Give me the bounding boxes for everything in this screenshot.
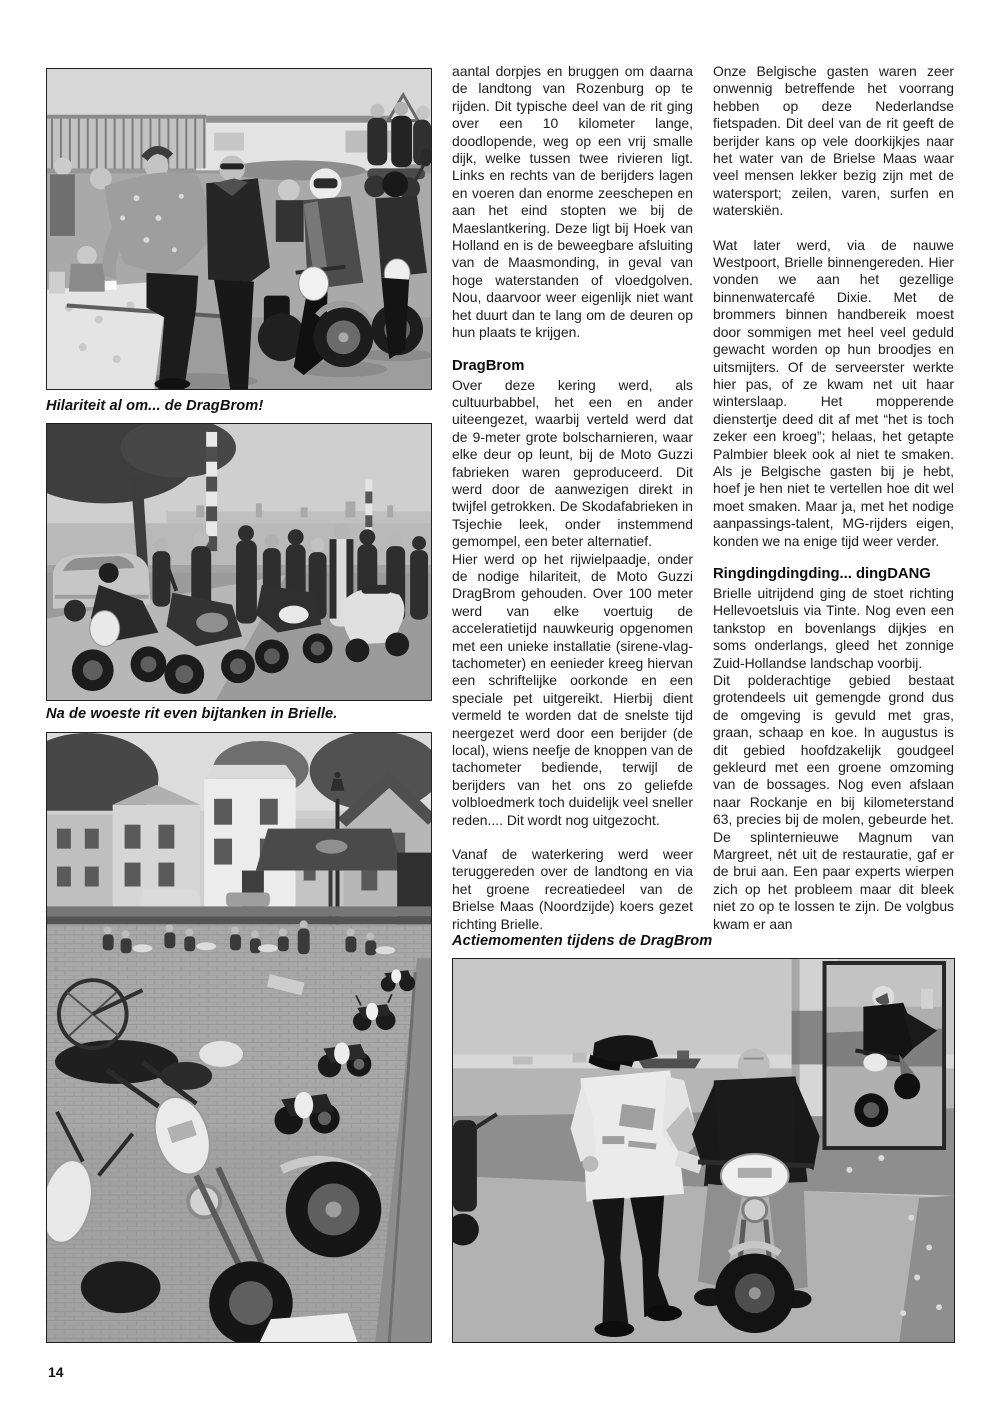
column-right	[713, 63, 954, 933]
photo-registration-illustration	[47, 69, 431, 389]
photo-refuel-stop-scene	[46, 423, 432, 701]
section-heading-ringdingding: Ringdingdingding... dingDANG	[713, 565, 931, 582]
canal	[47, 916, 431, 924]
photo-dragbrom-action-scene	[452, 958, 955, 1343]
body-paragraph: Hier werd op het rijwielpaadje, onder de nodige hilariteit, de Moto Guzzi DragBrom gehouden. Over 100 meter werd van elke voertuig de acceleratietijd nauwkeurig opgenomen met een unieke installatie (sirene-vlag-tachometer) en eenieder kreeg hiervan een schriftelijke oorkonde en een speciale pet uitgereikt. Hierbij dient vermeld te worden dat de snelste tijd neergezet werd door een berijder (de local), wiens neefje de knoppen van de tachometer bediende, terwijl de berijders van het ons zo geliefde volbloedmerk toch duidelijk veel sneller reden.... Dit wordt nog uitgezocht.	[452, 550, 693, 828]
bald-head	[738, 1049, 770, 1081]
body-paragraph: Over deze kering werd, als cultuurbabbel, het een en ander uiteengezet, waarbij verteld werd dat de 9-meter grote bolscharnieren, waar elke deur op leunt, bij de Moto Guzzi fabrieken waren geproduceerd. Dit werd door de aanwezigen direkt in twijfel getrokken. De Skodafabrieken in Tsjechie leek, onder instemmend gemompel, een beter alternatief.	[452, 376, 693, 550]
fence	[47, 115, 206, 169]
body-paragraph: aantal dorpjes en bruggen om daarna de landtong van Rozenburg op te rijden. Dit typische deel van de rit ging over een 10 kilometer lange, doodlopende, weg op een vrij smalle dijk, welke tussen twee rivieren ligt. Links en rechts van de berijders lagen en voeren dan enorme zeeschepen en aan het eind stopten we bij de Maeslantkering. Deze ligt bij Hoek van Holland en is de beweegbare afsluiting van de Maasmonding, in geval van hoge waterstanden of vloedgolven. Nou, daarvoor weer eigenlijk niet want het duurt dan te lang om de deuren op hun plaats te krijgen.	[452, 63, 693, 341]
photo-registration-scene	[46, 68, 432, 390]
photo-action-illustration	[453, 959, 954, 1342]
photo-caption-action: Actiemomenten tijdens de DragBrom	[452, 933, 713, 949]
quay-wall	[47, 906, 431, 916]
headlamp	[743, 1198, 767, 1222]
body-paragraph: Brielle uitrijdend ging de stoet richting Hellevoetsluis via Tinte. Nog even een tankstop en bovenlangs dijkjes en soms onderlangs, gleed het zonnige Zuid-Hollandse landschap voorbij.	[713, 584, 954, 671]
dark-helmet	[160, 1062, 212, 1090]
photo-caption-refuel: Na de woeste rit even bijtanken in Brielle.	[46, 706, 338, 722]
white-helmet	[199, 1041, 243, 1067]
bushes	[226, 160, 365, 180]
section-heading-dragbrom: DragBrom	[452, 357, 525, 374]
body-paragraph: Vanaf de waterkering werd weer teruggereden over de landtong en via het groene recreatiedeel van de Brielse Maas (Noordzijde) koers gezet richting Brielle.	[452, 846, 693, 932]
body-paragraph: Wat later werd, via de nauwe Westpoort, Brielle binnengereden. Hier vonden we aan het gezellige binnenwatercafé Dixie. Met de brommers binnen handbereik moest door sommigen met heel veel geduld gewacht worden op hun broodjes en uitsmijters. Of de serveerster werkte hier pas, of ze kwam net uit haar winterslaap. Het mopperende dienstertje deed dit af met “het is toch zeker een kroeg”; helaas, het getapte Palmbier bleek ook al niet te smaken. Als je Belgische gasten bij je hebt, hoef je hen niet te vertellen hoe dit wel moet smaken. Maar ja, met het nodige aanpassings-talent, MG-rijders eigen, konden we na enige tijd weer verder.	[713, 236, 954, 549]
column-middle	[452, 63, 693, 933]
page-number: 14	[48, 1364, 64, 1380]
body-paragraph: Onze Belgische gasten waren zeer onwennig betreffende het voorrang hebben op deze Nederlandse fietspaden. Dit deel van de rit geeft de berijder kans op vele doorkijkjes naar het water van de Brielse Maas waar veel mensen lekker bezig zijn met de watersport; zeilen, varen, surfen en waterskiën.	[713, 63, 954, 219]
body-paragraph: Dit polderachtige gebied bestaat grotendeels uit gemengde grond dus de omgeving is gevuld met gras, graan, schaap en koe. In augustus is dit gebied hoofdzakelijk goudgeel gekleurd met een groene omzoming van de bossages. Nog even afslaan naar Rockanje en bij kilometerstand 63, precies bij de molen, gebeurde het. De splinternieuwe Magnum van Margreet, nét uit de restauratie, gaf er de brui aan. Een paar experts wierpen zich op het probleem maar dit bleek niet zo op te lossen te zijn. De volgbus kwam er aan	[713, 672, 954, 932]
photo-brielle-square-scene	[46, 732, 432, 1343]
photo-refuel-illustration	[47, 424, 431, 700]
photo-caption-registration: Hilariteit al om... de DragBrom!	[46, 398, 264, 414]
striped-beacon-pole	[206, 432, 217, 551]
inset-photo	[823, 961, 947, 1150]
photo-square-illustration	[47, 733, 431, 1342]
smiling-bystander	[276, 179, 304, 242]
